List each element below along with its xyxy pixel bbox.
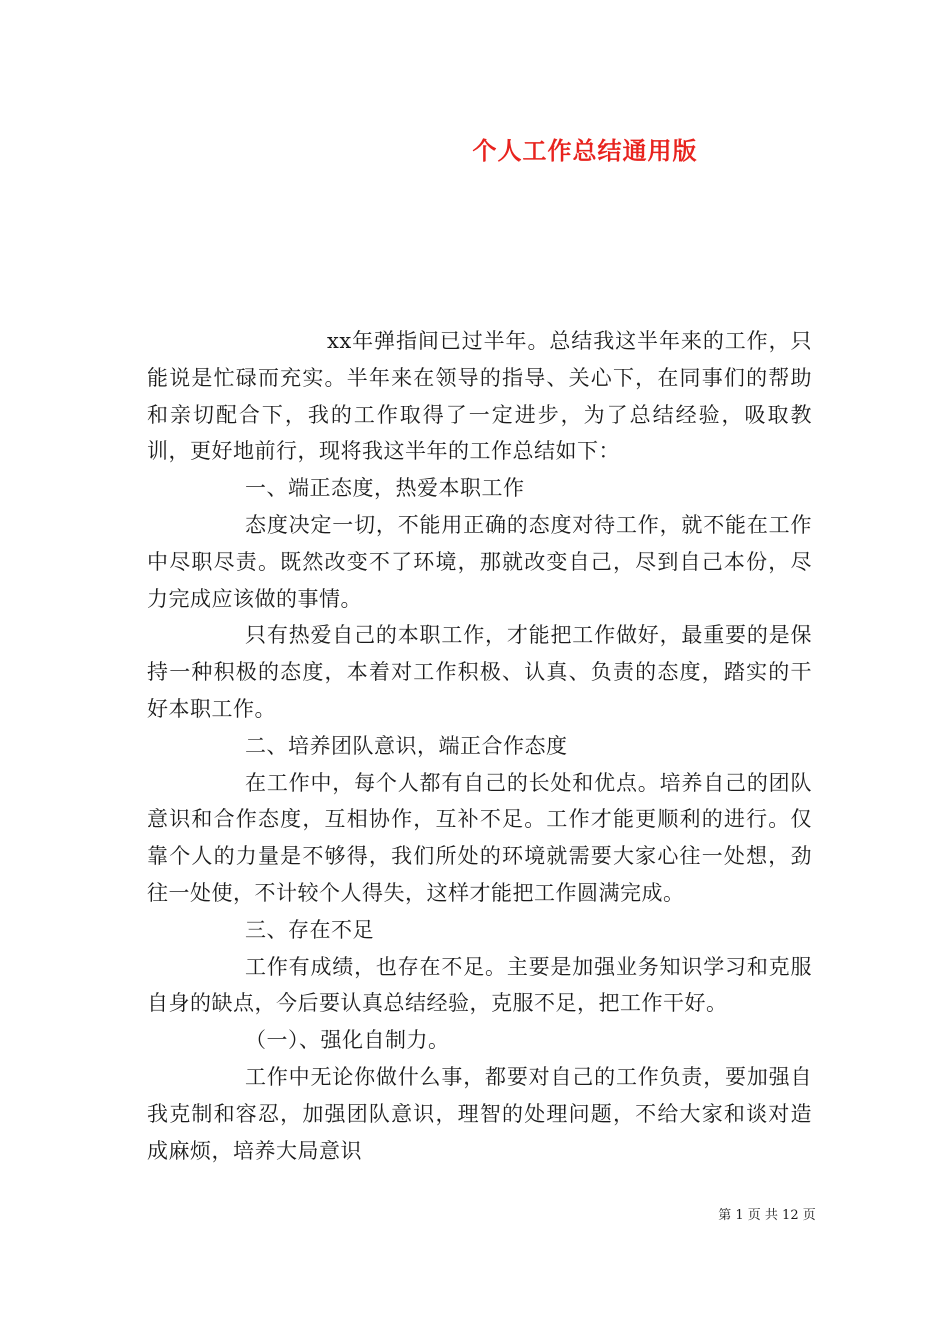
page-number: 第 1 页 共 12 页 (718, 1208, 816, 1223)
document-title: 个人工作总结通用版 (472, 137, 698, 165)
paragraph: 工作有成绩，也存在不足。主要是加强业务知识学习和克服自身的缺点，今后要认真总结经验，克服不足，把工作干好。 (147, 954, 812, 1016)
paragraph: 态度决定一切，不能用正确的态度对待工作，就不能在工作中尽职尽责。既然改变不了环境，那就改变自己，尽到自己本份，尽力完成应该做的事情。 (147, 512, 812, 611)
heading-section-1: 一、端正态度，热爱本职工作 (245, 476, 525, 501)
paragraph: 工作中无论你做什么事，都要对自己的工作负责，要加强自我克制和容忍，加强团队意识，理智的处理问题，不给大家和谈对造成麻烦，培养大局意识 (147, 1064, 812, 1163)
paragraph: 只有热爱自己的本职工作，才能把工作做好，最重要的是保持一种积极的态度，本着对工作积极、认真、负责的态度，踏实的干好本职工作。 (147, 623, 812, 721)
heading-section-2: 二、培养团队意识，端正合作态度 (245, 733, 568, 758)
heading-section-3: 三、存在不足 (245, 917, 374, 942)
paragraph-intro: xx年弹指间已过半年。总结我这半年来的工作，只能说是忙碌而充实。半年来在领导的指导、关心下，在同事们的帮助和亲切配合下，我的工作取得了一定进步，为了总结经验，吸取教训，更好地前行，现将我这半年的工作总结如下： (147, 329, 812, 464)
document-body (147, 323, 812, 1169)
paragraph: 在工作中，每个人都有自己的长处和优点。培养自己的团队意识和合作态度，互相协作，互补不足。工作才能更顺利的进行。仅靠个人的力量是不够得，我们所处的环境就需要大家心往一处想，劲往一处使，不计较个人得失，这样才能把工作圆满完成。 (147, 770, 812, 905)
subheading-1: （一）、强化自制力。 (245, 1028, 450, 1053)
